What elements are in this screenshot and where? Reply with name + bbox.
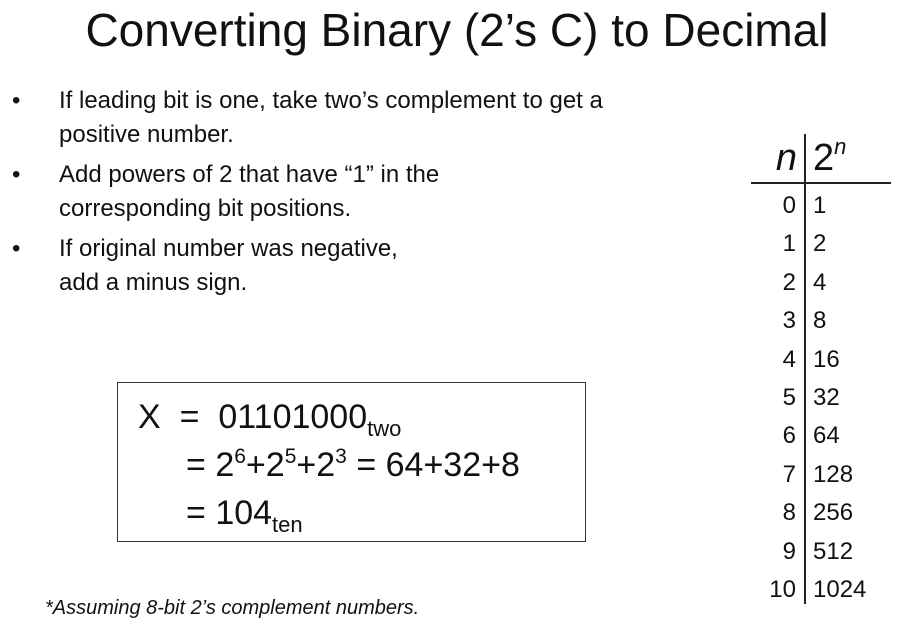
- power-base: 2: [316, 446, 336, 484]
- bullet-item: [12, 232, 712, 300]
- row-power-value: 512: [813, 537, 854, 565]
- formula-box: [117, 382, 586, 542]
- bullet-dot: •: [12, 161, 21, 188]
- bullet-item: [12, 158, 712, 226]
- row-power-value: 32: [813, 384, 840, 411]
- bullet-text: Add powers of 2 that have “1” in the corresponding bit positions.: [59, 161, 440, 222]
- table-row: [745, 302, 895, 340]
- bullet-text: If original number was negative, add a minus sign.: [59, 235, 398, 296]
- row-power-value: 8: [813, 307, 827, 335]
- table-header-n: n: [775, 137, 797, 179]
- power-base: 2: [265, 446, 285, 484]
- row-n: 2: [782, 268, 796, 296]
- header-base: 2: [813, 137, 835, 179]
- row-power-value: 128: [813, 460, 854, 488]
- table-row: [745, 225, 895, 263]
- bullet-item: [12, 84, 712, 152]
- row-power-value: 1: [813, 192, 827, 219]
- formula-line-result: [186, 491, 303, 535]
- bullet-dot: •: [12, 235, 21, 262]
- power-exponent: 5: [284, 445, 297, 468]
- bullet-dot: •: [12, 87, 21, 114]
- table-row: [745, 456, 895, 494]
- bullet-list: [12, 84, 712, 306]
- power-base: 2: [215, 446, 235, 484]
- powers-of-two-table: [745, 134, 895, 614]
- table-row: [745, 571, 895, 609]
- row-n: 8: [782, 499, 796, 527]
- table-row: [745, 264, 895, 302]
- row-power-value: 4: [813, 268, 827, 296]
- row-n: 4: [782, 345, 796, 373]
- table-row: [745, 187, 895, 225]
- row-n: 1: [782, 230, 796, 258]
- row-n: 10: [769, 576, 796, 603]
- row-power-value: 64: [813, 422, 840, 450]
- row-n: 0: [782, 192, 796, 219]
- power-exponent: 3: [335, 445, 347, 468]
- plus-sign: +: [245, 446, 266, 484]
- table-row: [745, 341, 895, 379]
- plus-sign: +: [296, 446, 317, 484]
- row-n: 5: [782, 384, 796, 411]
- row-n: 6: [782, 422, 796, 450]
- equals-sign: =: [356, 446, 377, 484]
- row-n: 9: [782, 537, 796, 565]
- table-header-power: [813, 136, 846, 180]
- formula-line-binary: [138, 395, 401, 439]
- row-n: 7: [782, 460, 796, 488]
- formula-variable: X: [138, 398, 161, 436]
- table-row: [745, 379, 895, 417]
- row-power-value: 16: [813, 345, 840, 373]
- binary-subscript: two: [367, 416, 402, 441]
- row-power-value: 1024: [813, 576, 867, 603]
- decimal-result: 104: [215, 494, 273, 532]
- table-row: [745, 417, 895, 455]
- binary-value: 01101000: [218, 398, 368, 436]
- footnote: *Assuming 8-bit 2’s complement numbers.: [45, 597, 420, 619]
- row-power-value: 2: [813, 230, 827, 258]
- table-row: [745, 494, 895, 532]
- row-power-value: 256: [813, 499, 854, 527]
- equals-sign: =: [186, 446, 206, 484]
- row-n: 3: [782, 307, 796, 335]
- sum-terms: 64+32+8: [385, 446, 520, 484]
- slide-title: Converting Binary (2’s C) to Decimal: [85, 4, 829, 56]
- table-header-divider: [751, 182, 891, 184]
- formula-line-powers: [186, 443, 520, 487]
- table-row: [745, 533, 895, 571]
- power-exponent: 6: [234, 445, 246, 468]
- header-exponent: n: [834, 134, 847, 159]
- bullet-text: If leading bit is one, take two’s complement to get a positive number.: [59, 87, 603, 148]
- equals-sign: =: [186, 494, 206, 532]
- result-subscript: ten: [272, 512, 303, 537]
- equals-sign: =: [179, 398, 200, 436]
